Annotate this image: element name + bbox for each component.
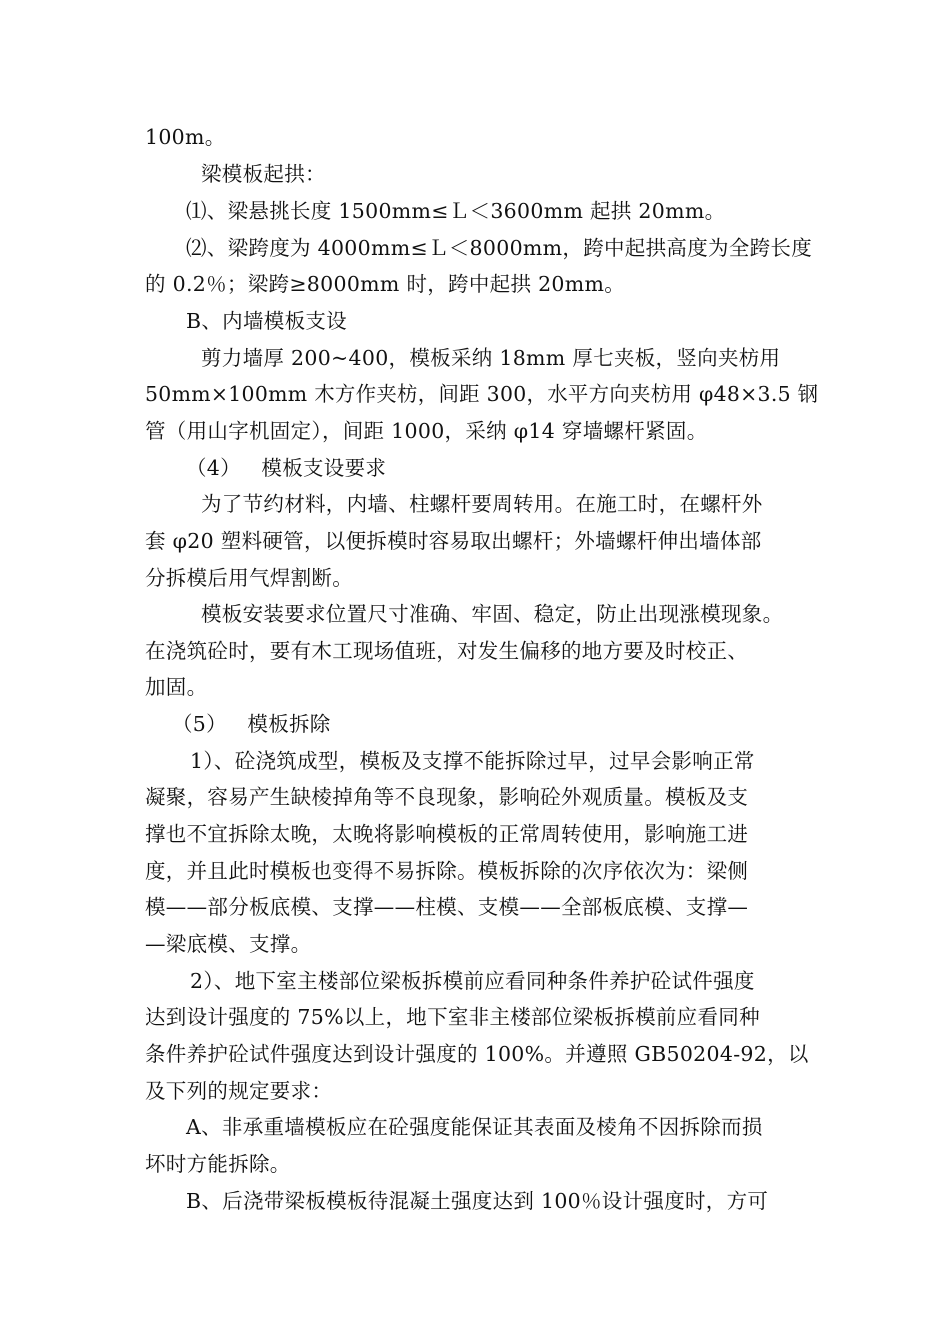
text-line: ⑵、梁跨度为 4000mm≤Ｌ＜8000mm，跨中起拱高度为全跨长度: [186, 236, 812, 260]
text-line: 加固。: [145, 675, 208, 699]
text-line: B、后浇带梁板模板待混凝土强度达到 100％设计强度时，方可: [186, 1189, 769, 1213]
text-line: 条件养护砼试件强度达到设计强度的 100%。并遵照 GB50204-92，以: [145, 1042, 809, 1066]
section-heading: （4） 模板支设要求: [186, 456, 387, 480]
text-line: 1）、砼浇筑成型，模板及支撑不能拆除过早，过早会影响正常: [190, 749, 755, 773]
text-line: 50mm×100mm 木方作夹枋，间距 300，水平方向夹枋用 φ48×3.5 钢: [145, 382, 819, 406]
text-line: 在浇筑砼时，要有木工现场值班，对发生偏移的地方要及时校正、: [145, 639, 749, 663]
section-heading: （5） 模板拆除: [172, 712, 331, 736]
text-line: 模——部分板底模、支撑——柱模、支模——全部板底模、支撑—: [145, 895, 749, 919]
text-line: 剪力墙厚 200~400，模板采纳 18mm 厚七夹板，竖向夹枋用: [201, 346, 781, 370]
text-line: 套 φ20 塑料硬管，以便拆模时容易取出螺杆；外墙螺杆伸出墙体部: [145, 529, 762, 553]
text-line: 100m。: [145, 125, 226, 149]
text-line: 撑也不宜拆除太晚，太晚将影响模板的正常周转使用，影响施工进: [145, 822, 749, 846]
text-line: 凝聚，容易产生缺棱掉角等不良现象，影响砼外观质量。模板及支: [145, 785, 749, 809]
text-line: ⑴、梁悬挑长度 1500mm≤Ｌ＜3600mm 起拱 20mm。: [186, 199, 726, 223]
text-line: 2）、地下室主楼部位梁板拆模前应看同种条件养护砼试件强度: [190, 969, 755, 993]
text-line: 及下列的规定要求：: [145, 1079, 333, 1103]
text-line: —梁底模、支撑。: [145, 932, 312, 956]
text-line: 度，并且此时模板也变得不易拆除。模板拆除的次序依次为：梁侧: [145, 859, 749, 883]
text-line: A、非承重墙模板应在砼强度能保证其表面及棱角不因拆除而损: [186, 1115, 763, 1139]
text-line: 的 0.2％；梁跨≥8000mm 时，跨中起拱 20mm。: [145, 272, 626, 296]
text-line: 分拆模后用气焊割断。: [145, 566, 353, 590]
text-line: 坏时方能拆除。: [145, 1152, 291, 1176]
text-line: 管（用山字机固定），间距 1000，采纳 φ14 穿墙螺杆紧固。: [145, 419, 708, 443]
text-line: 梁模板起拱：: [201, 162, 326, 186]
text-line: B、内墙模板支设: [186, 309, 347, 333]
text-line: 达到设计强度的 75%以上，地下室非主楼部位梁板拆模前应看同种: [145, 1005, 760, 1029]
text-line: 模板安装要求位置尺寸准确、牢固、稳定，防止出现涨模现象。: [201, 602, 784, 626]
text-line: 为了节约材料，内墙、柱螺杆要周转用。在施工时，在螺杆外: [201, 492, 763, 516]
